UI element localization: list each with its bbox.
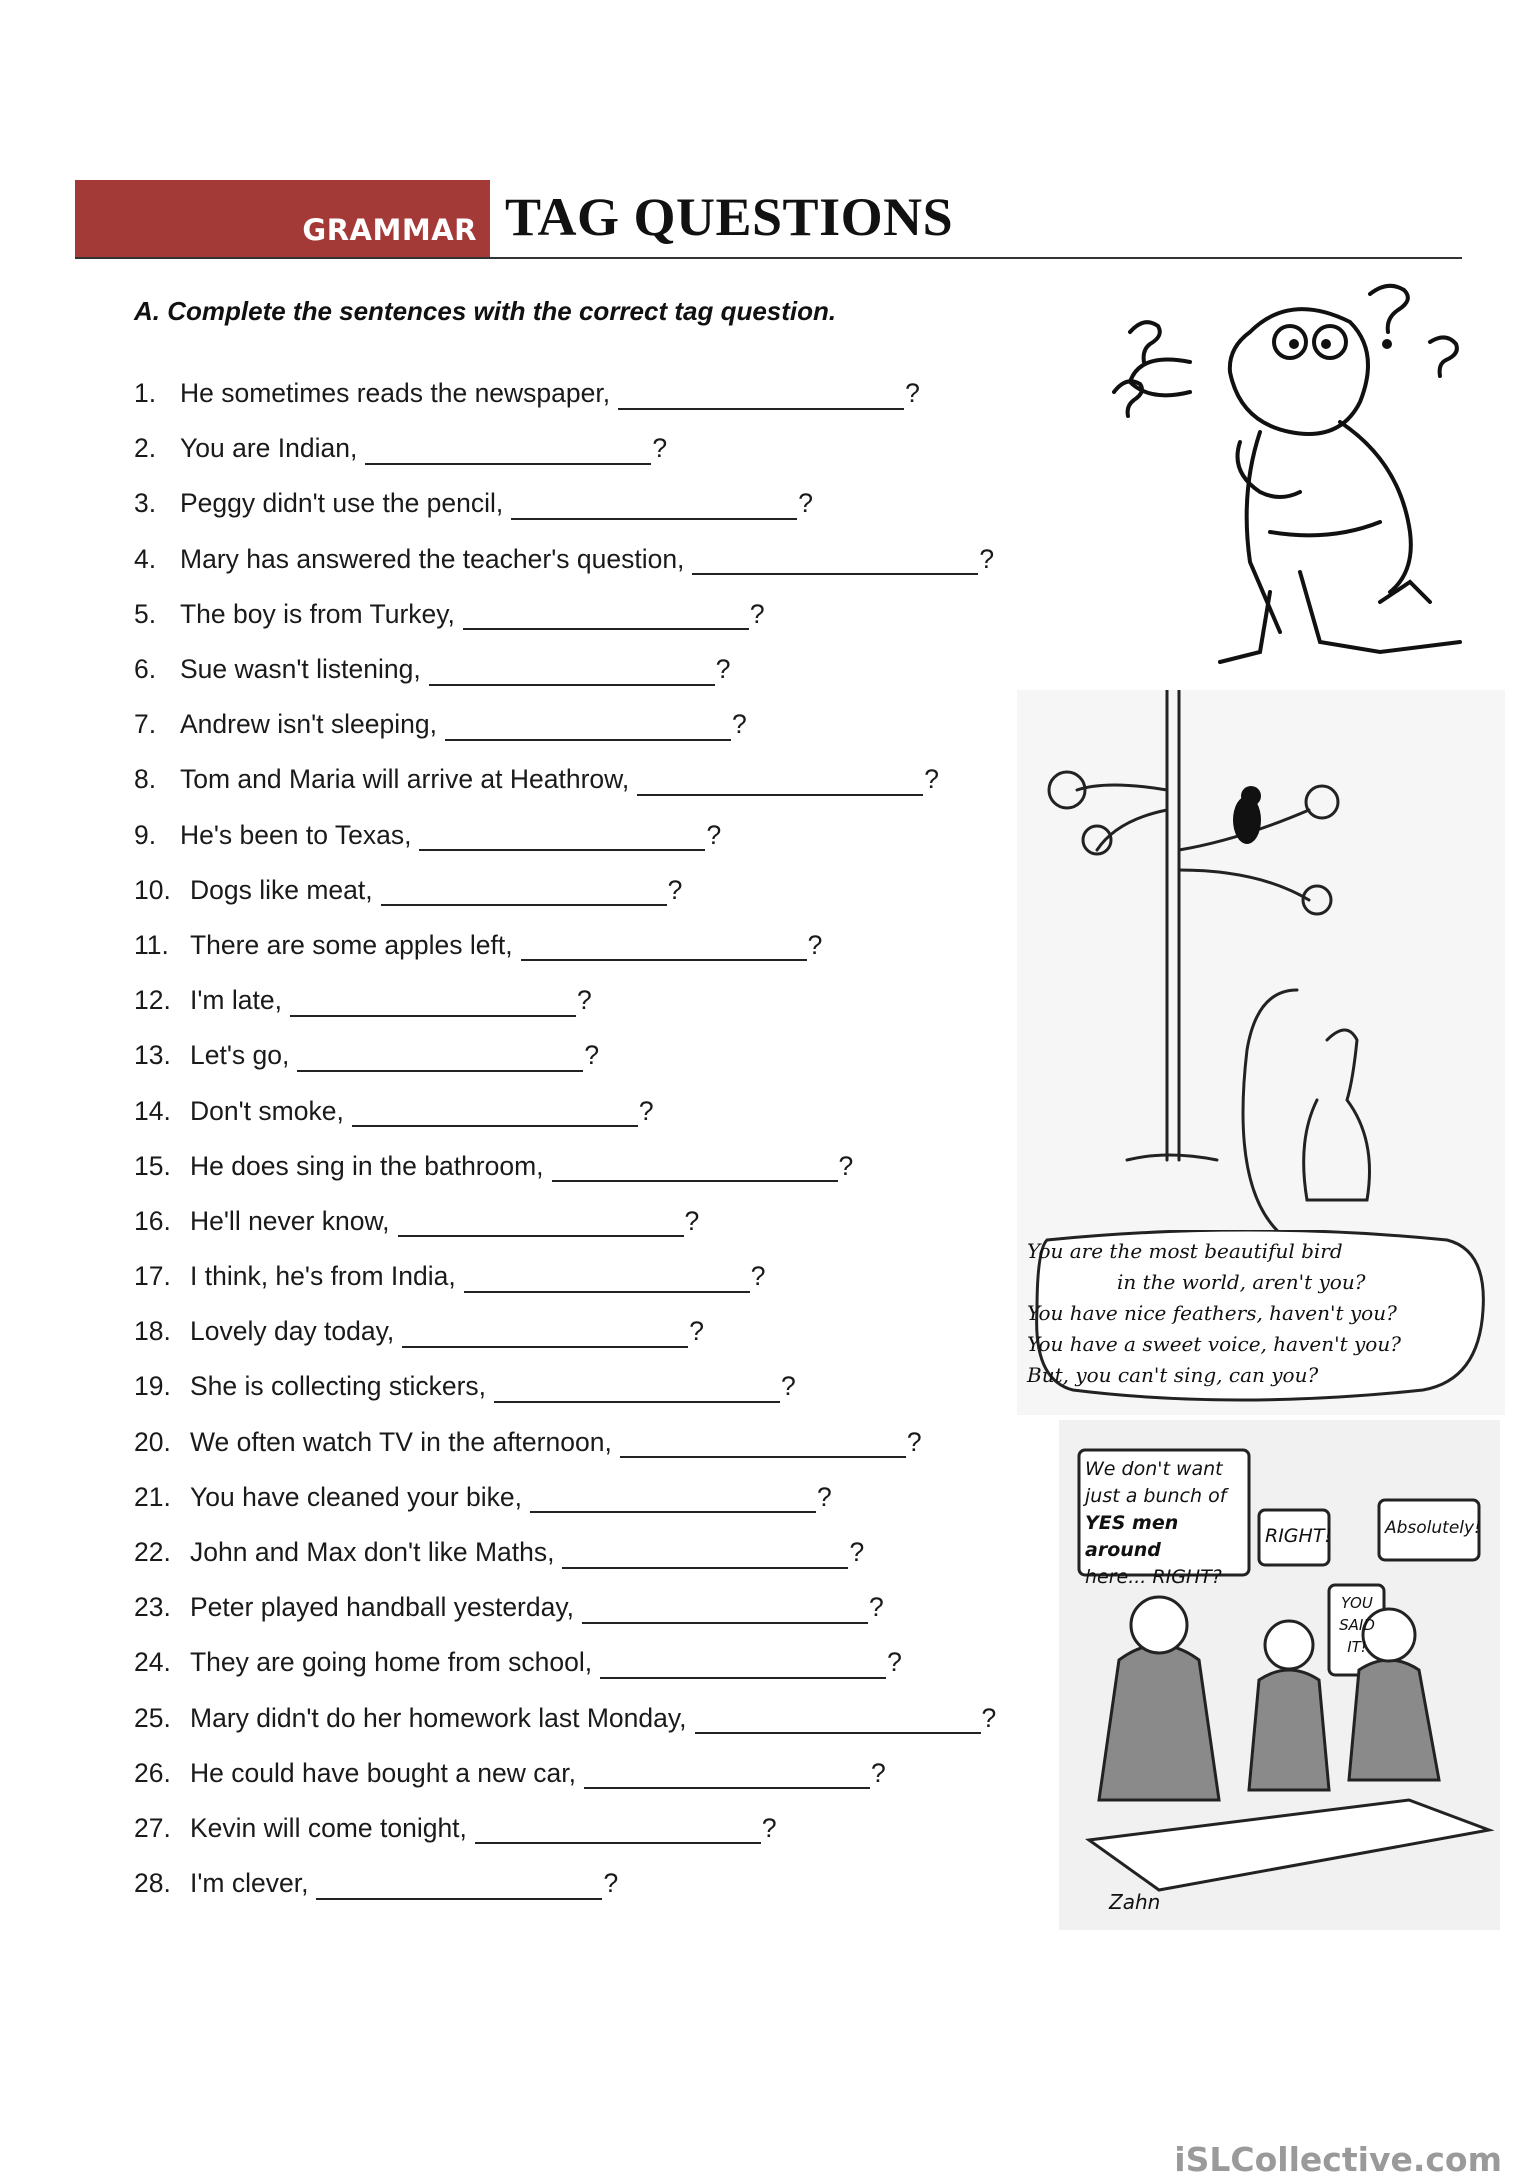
question-mark: ? xyxy=(684,1205,700,1236)
question-mark: ? xyxy=(817,1481,832,1512)
question-text: Kevin will come tonight, xyxy=(190,1812,467,1843)
section-label: GRAMMAR xyxy=(302,213,477,247)
question-mark: ? xyxy=(638,1095,654,1126)
question-number: 2. xyxy=(134,433,157,464)
question-item xyxy=(134,1856,1064,1911)
confused-man-illustration xyxy=(1090,272,1515,667)
question-item xyxy=(134,1083,1064,1138)
speech-line: You are the most beautiful bird xyxy=(1027,1239,1343,1263)
speech-line: You have nice feathers, haven't you? xyxy=(1027,1301,1397,1325)
answer-blank[interactable] xyxy=(297,1050,583,1072)
question-number: 7. xyxy=(134,709,157,740)
question-text: Sue wasn't listening, xyxy=(180,654,421,685)
question-number: 25. xyxy=(134,1702,171,1733)
bubble-absolutely: Absolutely! xyxy=(1385,1518,1481,1538)
question-number: 3. xyxy=(134,488,157,519)
question-mark: ? xyxy=(667,874,683,905)
question-text: John and Max don't like Maths, xyxy=(190,1537,555,1568)
question-item xyxy=(134,1359,1064,1414)
question-mark: ? xyxy=(761,1812,777,1843)
question-text: They are going home from school, xyxy=(190,1647,593,1678)
question-mark: ? xyxy=(807,929,823,960)
question-item xyxy=(134,973,1064,1028)
question-text: Mary has answered the teacher's question, xyxy=(180,543,685,574)
answer-blank[interactable] xyxy=(530,1491,816,1513)
question-text: Mary didn't do her homework last Monday, xyxy=(190,1702,687,1733)
question-item xyxy=(134,1194,1064,1249)
instruction: A. Complete the sentences with the correct tag question. xyxy=(134,296,837,326)
bubble-you-said-it xyxy=(1339,1592,1375,1658)
question-text: He sometimes reads the newspaper, xyxy=(180,378,611,409)
question-number: 24. xyxy=(134,1647,171,1678)
question-text: He could have bought a new car, xyxy=(190,1757,576,1788)
answer-blank[interactable] xyxy=(620,1436,906,1458)
question-number: 23. xyxy=(134,1592,171,1623)
question-item xyxy=(134,918,1064,973)
question-mark: ? xyxy=(603,1868,619,1899)
answer-blank[interactable] xyxy=(521,939,807,961)
question-text: I'm late, xyxy=(190,985,282,1016)
question-number: 11. xyxy=(134,929,169,960)
question-text: There are some apples left, xyxy=(190,929,513,960)
question-item xyxy=(134,1249,1064,1304)
bubble-line: YOU xyxy=(1341,1594,1373,1612)
question-number: 22. xyxy=(134,1537,171,1568)
question-item xyxy=(134,476,1064,531)
question-mark: ? xyxy=(576,985,592,1016)
question-item xyxy=(134,808,1064,863)
answer-blank[interactable] xyxy=(552,1160,838,1182)
question-mark: ? xyxy=(798,488,814,519)
question-item xyxy=(134,1470,1064,1525)
question-text: Lovely day today, xyxy=(190,1316,395,1347)
question-text: I'm clever, xyxy=(190,1868,309,1899)
question-text: Peggy didn't use the pencil, xyxy=(180,488,504,519)
header-divider xyxy=(75,257,1462,259)
answer-blank[interactable] xyxy=(511,498,797,520)
question-list xyxy=(134,366,1064,1911)
question-mark: ? xyxy=(849,1537,865,1568)
speech-line: in the world, aren't you? xyxy=(1117,1270,1366,1294)
answer-blank[interactable] xyxy=(429,664,715,686)
cartoon-signature: Zahn xyxy=(1109,1890,1161,1914)
question-text: The boy is from Turkey, xyxy=(180,598,455,629)
question-number: 12. xyxy=(134,985,171,1016)
question-mark: ? xyxy=(906,1426,922,1457)
answer-blank[interactable] xyxy=(618,388,904,410)
question-item xyxy=(134,532,1064,587)
question-item xyxy=(134,752,1064,807)
question-mark: ? xyxy=(731,709,747,740)
question-mark: ? xyxy=(706,819,722,850)
speech-bubble-text xyxy=(1027,1236,1487,1391)
question-item xyxy=(134,1746,1064,1801)
question-text: He'll never know, xyxy=(190,1205,390,1236)
answer-blank[interactable] xyxy=(584,1767,870,1789)
answer-blank[interactable] xyxy=(290,995,576,1017)
question-number: 16. xyxy=(134,1205,171,1236)
question-text: Let's go, xyxy=(190,1040,290,1071)
question-mark: ? xyxy=(870,1757,886,1788)
answer-blank[interactable] xyxy=(562,1547,848,1569)
bubble-line: SAID xyxy=(1339,1616,1375,1634)
question-item xyxy=(134,697,1064,752)
question-text: Don't smoke, xyxy=(190,1095,344,1126)
question-number: 15. xyxy=(134,1150,171,1181)
question-text: You have cleaned your bike, xyxy=(190,1481,522,1512)
question-number: 1. xyxy=(134,378,157,409)
bubble-line: We don't want xyxy=(1085,1458,1223,1480)
question-text: Peter played handball yesterday, xyxy=(190,1592,575,1623)
question-item xyxy=(134,1415,1064,1470)
question-item xyxy=(134,587,1064,642)
question-mark: ? xyxy=(749,598,765,629)
answer-blank[interactable] xyxy=(445,719,731,741)
answer-blank[interactable] xyxy=(316,1878,602,1900)
question-text: Tom and Maria will arrive at Heathrow, xyxy=(180,764,630,795)
answer-blank[interactable] xyxy=(600,1657,886,1679)
answer-blank[interactable] xyxy=(475,1822,761,1844)
question-mark: ? xyxy=(979,543,995,574)
question-mark: ? xyxy=(689,1316,705,1347)
meeting-bubble-main xyxy=(1085,1456,1245,1591)
question-number: 5. xyxy=(134,598,157,629)
question-item xyxy=(134,421,1064,476)
question-mark: ? xyxy=(750,1261,766,1292)
answer-blank[interactable] xyxy=(398,1215,684,1237)
speech-line: But, you can't sing, can you? xyxy=(1027,1363,1319,1387)
answer-blank[interactable] xyxy=(365,443,651,465)
answer-blank[interactable] xyxy=(419,829,705,851)
question-number: 13. xyxy=(134,1040,171,1071)
question-mark: ? xyxy=(584,1040,600,1071)
question-mark: ? xyxy=(838,1150,854,1181)
bubble-line: here... RIGHT? xyxy=(1085,1566,1222,1588)
question-mark: ? xyxy=(869,1592,884,1623)
question-mark: ? xyxy=(981,1702,997,1733)
question-number: 6. xyxy=(134,654,157,685)
question-text: She is collecting stickers, xyxy=(190,1371,487,1402)
question-item xyxy=(134,863,1064,918)
meeting-cartoon xyxy=(1059,1420,1500,1930)
question-text: You are Indian, xyxy=(180,433,358,464)
answer-blank[interactable] xyxy=(463,608,749,630)
question-number: 27. xyxy=(134,1812,171,1843)
bubble-line: IT! xyxy=(1347,1638,1367,1656)
answer-blank[interactable] xyxy=(494,1381,780,1403)
question-mark: ? xyxy=(924,764,939,795)
question-text: He's been to Texas, xyxy=(180,819,412,850)
question-text: I think, he's from India, xyxy=(190,1261,456,1292)
question-item xyxy=(134,366,1064,421)
page-title: TAG QUESTIONS xyxy=(505,187,954,247)
answer-blank[interactable] xyxy=(381,884,667,906)
bubble-right: RIGHT! xyxy=(1265,1525,1333,1547)
answer-blank[interactable] xyxy=(402,1326,688,1348)
question-text: Dogs like meat, xyxy=(190,874,373,905)
question-number: 20. xyxy=(134,1426,171,1457)
answer-blank[interactable] xyxy=(352,1105,638,1127)
question-number: 17. xyxy=(134,1261,171,1292)
question-number: 9. xyxy=(134,819,157,850)
question-mark: ? xyxy=(781,1371,796,1402)
bubble-line: just a bunch of xyxy=(1085,1485,1227,1507)
question-number: 8. xyxy=(134,764,157,795)
question-item xyxy=(134,1028,1064,1083)
answer-blank[interactable] xyxy=(695,1712,981,1734)
question-mark: ? xyxy=(887,1647,902,1678)
bubble-line: YES men around xyxy=(1085,1512,1179,1561)
answer-blank[interactable] xyxy=(637,774,923,796)
speech-line: You have a sweet voice, haven't you? xyxy=(1027,1332,1401,1356)
watermark: iSLCollective.com xyxy=(1174,2140,1502,2179)
question-text: Andrew isn't sleeping, xyxy=(180,709,437,740)
question-mark: ? xyxy=(905,378,920,409)
question-item xyxy=(134,1304,1064,1359)
question-number: 28. xyxy=(134,1868,171,1899)
question-number: 10. xyxy=(134,874,171,905)
question-text: He does sing in the bathroom, xyxy=(190,1150,544,1181)
bird-and-fox-cartoon xyxy=(1017,690,1505,1415)
question-number: 18. xyxy=(134,1316,171,1347)
question-number: 19. xyxy=(134,1371,171,1402)
question-item xyxy=(134,1525,1064,1580)
question-text: We often watch TV in the afternoon, xyxy=(190,1426,612,1457)
question-item xyxy=(134,1801,1064,1856)
answer-blank[interactable] xyxy=(464,1271,750,1293)
question-item xyxy=(134,1580,1064,1635)
question-item xyxy=(134,1635,1064,1690)
question-number: 26. xyxy=(134,1757,171,1788)
answer-blank[interactable] xyxy=(692,553,978,575)
question-number: 14. xyxy=(134,1095,171,1126)
question-item xyxy=(134,1691,1064,1746)
question-mark: ? xyxy=(715,654,731,685)
question-item xyxy=(134,642,1064,697)
question-item xyxy=(134,1139,1064,1194)
answer-blank[interactable] xyxy=(582,1602,868,1624)
question-number: 4. xyxy=(134,543,157,574)
question-mark: ? xyxy=(652,433,668,464)
question-number: 21. xyxy=(134,1481,171,1512)
